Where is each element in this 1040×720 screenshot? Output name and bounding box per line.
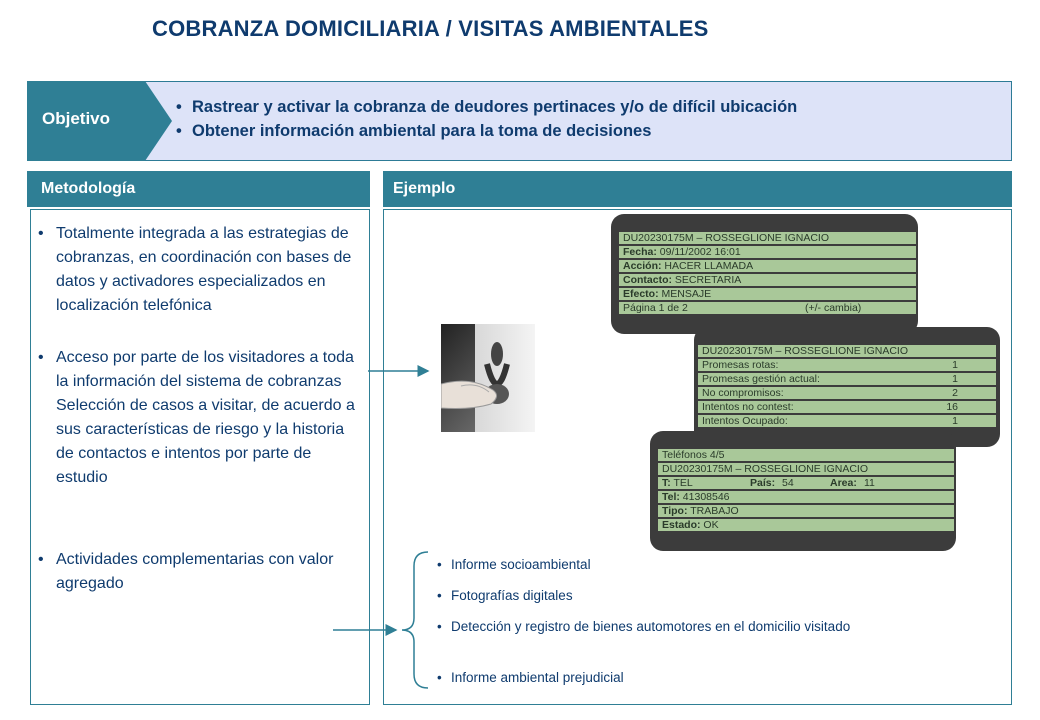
screen1-row: [619, 246, 916, 258]
row-value: MENSAJE: [658, 288, 712, 300]
objective-label: Objetivo: [42, 109, 111, 128]
row-hint: (+/- cambia): [805, 302, 862, 314]
row-label: Efecto:: [623, 288, 659, 300]
row-label: Acción:: [623, 260, 662, 272]
screen3-row: [658, 505, 954, 517]
example-list-item: • Informe ambiental prejudicial: [437, 668, 897, 688]
objective-item: • Rastrear y activar la cobranza de deudores pertinaces y/o de difícil ubicación: [176, 98, 798, 116]
row-value: 41308546: [679, 491, 730, 503]
example-list-item: • Fotografías digitales: [437, 586, 897, 606]
screen1-row: [619, 302, 916, 314]
row-value: 1: [952, 359, 958, 371]
example-list-text: Informe ambiental prejudicial: [451, 670, 624, 685]
row-value: 2: [952, 387, 958, 399]
screen2-row: [698, 401, 996, 413]
row-value: Teléfonos 4/5: [662, 449, 725, 461]
row-value: 11: [864, 477, 875, 489]
row-label: Area:: [830, 477, 857, 489]
row-value: SECRETARIA: [672, 274, 742, 286]
screen1-row: [619, 260, 916, 272]
screen3-row: [658, 477, 954, 489]
example-list-text: Informe socioambiental: [451, 557, 591, 572]
objective-item-text: Rastrear y activar la cobranza de deudores pertinaces y/o de difícil ubicación: [192, 98, 798, 116]
screen1-row: [619, 274, 916, 286]
row-label: No compromisos:: [702, 387, 784, 399]
row-value: DU20230175M – ROSSEGLIONE IGNACIO: [623, 232, 829, 244]
row-value: 16: [946, 401, 958, 413]
row-value: TRABAJO: [687, 505, 739, 517]
row-label: Intentos Ocupado:: [702, 415, 788, 427]
row-value: DU20230175M – ROSSEGLIONE IGNACIO: [662, 463, 868, 475]
objective-item: • Obtener información ambiental para la toma de decisiones: [176, 122, 652, 140]
screen2-row: [698, 359, 996, 371]
objective-item-text: Obtener información ambiental para la toma de decisiones: [192, 122, 652, 140]
row-label: T:: [662, 477, 671, 489]
terminal-screen-2: [694, 327, 1000, 447]
screen3-row: [658, 463, 954, 475]
terminal-screen-1: [611, 214, 918, 334]
methodology-item: • Acceso por parte de los visitadores a toda la información del sistema de cobranzas Selección de casos a visitar, de acuerdo a sus características de riesgo y la historia de contactos e intentos por parte de estudio: [38, 346, 358, 490]
methodology-item-text: Actividades complementarias con valor agregado: [56, 551, 334, 592]
row-label: Contacto:: [623, 274, 672, 286]
row-label: Intentos no contest:: [702, 401, 794, 413]
row-label: País:: [750, 477, 776, 489]
methodology-item: • Actividades complementarias con valor agregado: [38, 548, 358, 596]
example-list-item: • Detección y registro de bienes automotores en el domicilio visitado: [437, 617, 897, 637]
methodology-header: Metodología: [27, 171, 370, 207]
screen3-row: [658, 491, 954, 503]
row-label: Promesas gestión actual:: [702, 373, 820, 385]
row-label: Tel:: [662, 491, 680, 503]
screen2-row: [698, 387, 996, 399]
list-brace: [402, 552, 428, 688]
screen2-row: [698, 345, 996, 357]
example-list-text: Detección y registro de bienes automotores en el domicilio visitado: [451, 619, 851, 634]
row-label: Tipo:: [662, 505, 688, 517]
screen1-row: [619, 232, 916, 244]
terminal-screen-3: [650, 431, 956, 551]
methodology-item-text: Totalmente integrada a las estrategias de cobranzas, en coordinación con bases de datos y activadores especializados en localización telefónica: [56, 225, 352, 314]
row-value: 1: [952, 415, 958, 427]
methodology-item-text: Acceso por parte de los visitadores a toda la información del sistema de cobranzas Selección de casos a visitar, de acuerdo a sus características de riesgo y la historia de contactos e intentos por parte de estudio: [56, 349, 355, 486]
example-list-text: Fotografías digitales: [451, 588, 573, 603]
row-value: HACER LLAMADA: [661, 260, 754, 272]
example-list-item: • Informe socioambiental: [437, 555, 897, 575]
row-value: Página 1 de 2: [623, 302, 688, 314]
page-title: COBRANZA DOMICILIARIA / VISITAS AMBIENTALES: [152, 16, 709, 41]
row-value: OK: [700, 519, 719, 531]
methodology-item: • Totalmente integrada a las estrategias de cobranzas, en coordinación con bases de datos y activadores especializados en localización telefónica: [38, 222, 358, 318]
screen2-row: [698, 415, 996, 427]
screen1-row: [619, 288, 916, 300]
row-value: 1: [952, 373, 958, 385]
row-label: Promesas rotas:: [702, 359, 779, 371]
example-header: Ejemplo: [383, 171, 1012, 207]
screen2-row: [698, 373, 996, 385]
screen3-row: [658, 449, 954, 461]
row-label: Fecha:: [623, 246, 657, 258]
row-value: 54: [782, 477, 794, 489]
row-label: Estado:: [662, 519, 701, 531]
row-label: DU20230175M – ROSSEGLIONE IGNACIO: [702, 345, 908, 357]
row-value: TEL: [673, 477, 693, 489]
screen3-row: [658, 519, 954, 531]
door-knocker-photo: [441, 324, 535, 432]
row-value: 09/11/2002 16:01: [656, 246, 741, 258]
